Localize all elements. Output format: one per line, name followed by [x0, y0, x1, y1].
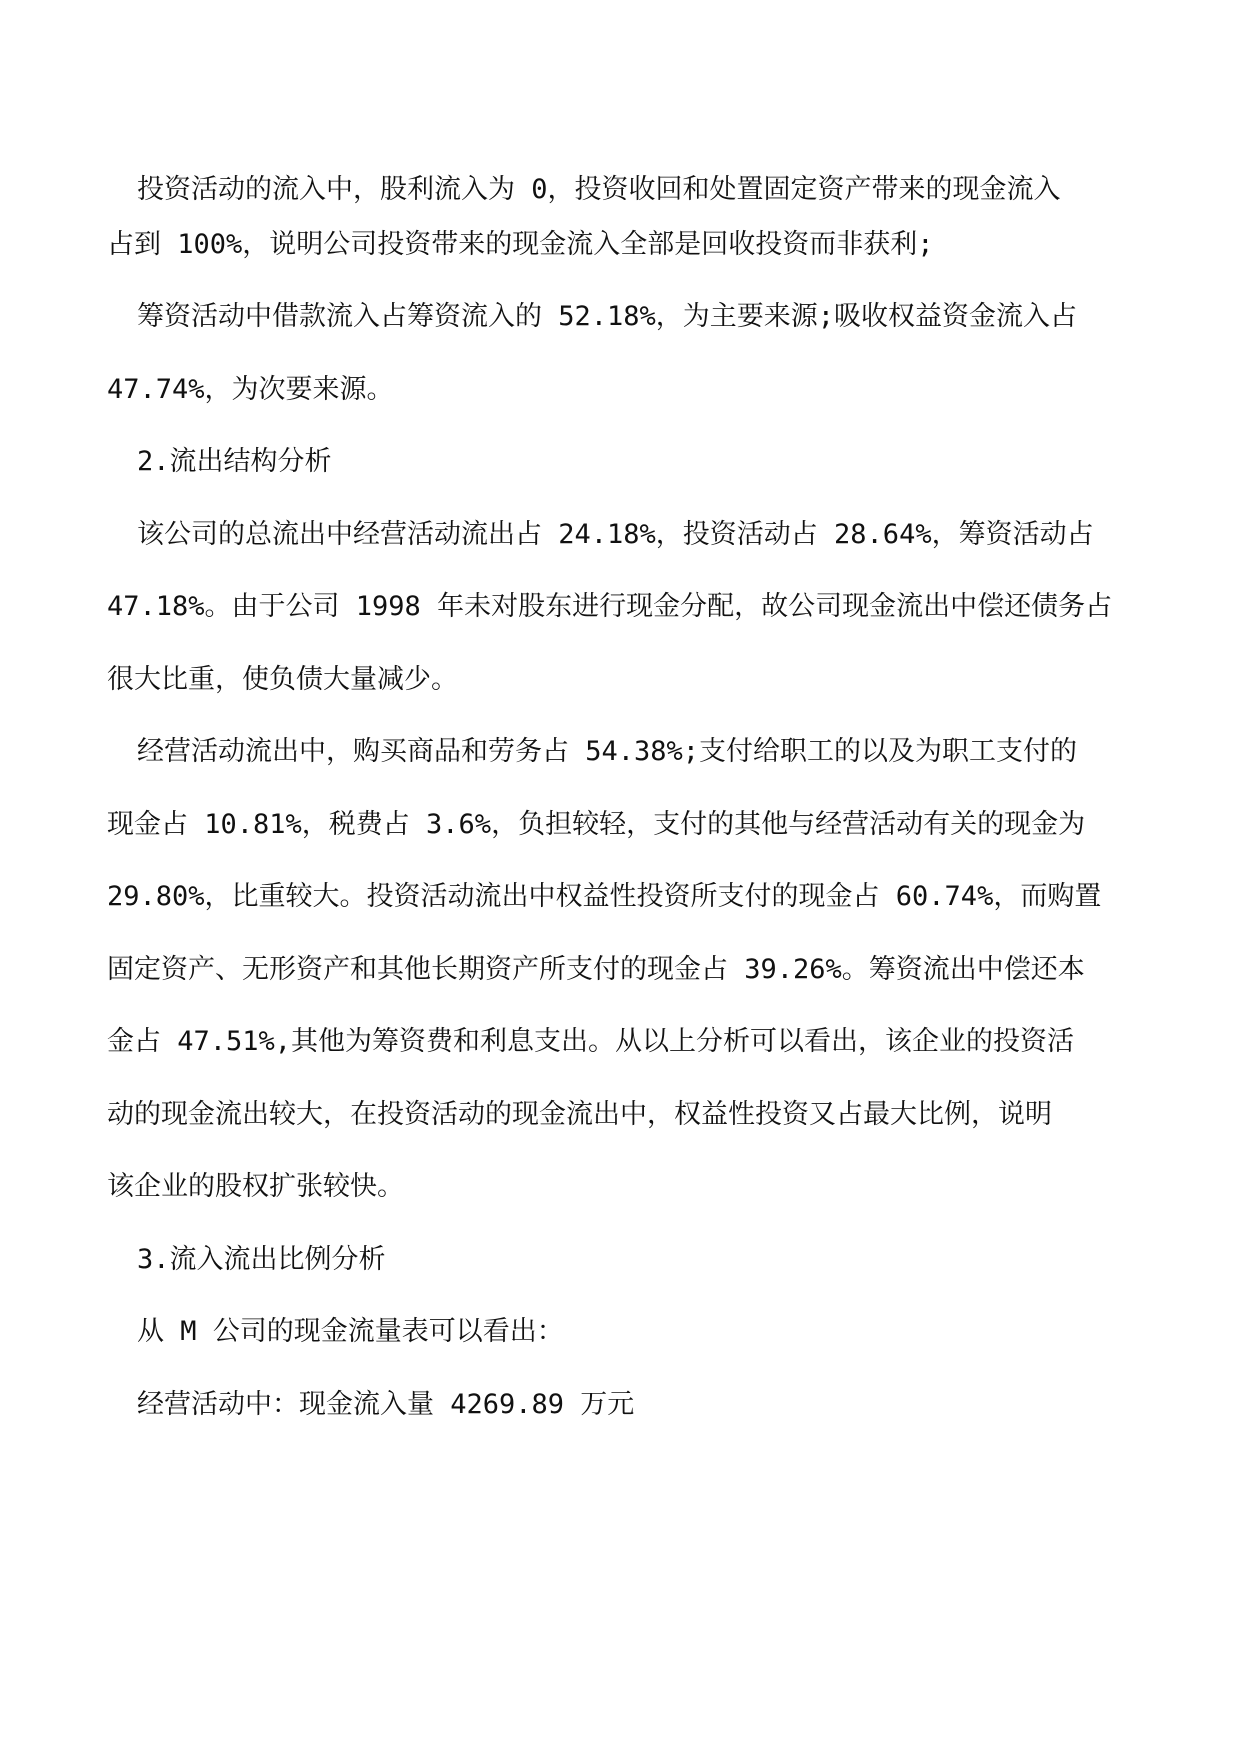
paragraph-line: 经营活动流出中，购买商品和劳务占 54.38%;支付给职工的以及为职工支付的	[137, 736, 1078, 767]
paragraph-line: 从 M 公司的现金流量表可以看出：	[137, 1316, 564, 1347]
section-heading: 3.流入流出比例分析	[137, 1244, 386, 1275]
paragraph-line: 该企业的股权扩张较快。	[107, 1171, 404, 1202]
paragraph-line: 经营活动中：现金流入量 4269.89 万元	[137, 1389, 635, 1420]
paragraph-line: 筹资活动中借款流入占筹资流入的 52.18%，为主要来源;吸收权益资金流入占	[137, 301, 1078, 332]
paragraph-line: 47.18%。由于公司 1998 年未对股东进行现金分配，故公司现金流出中偿还债务占	[107, 591, 1113, 622]
paragraph-line: 该公司的总流出中经营活动流出占 24.18%，投资活动占 28.64%，筹资活动占	[137, 519, 1094, 550]
section-heading: 2.流出结构分析	[137, 446, 332, 477]
paragraph-line: 很大比重，使负债大量减少。	[107, 664, 458, 695]
paragraph-line: 29.80%，比重较大。投资活动流出中权益性投资所支付的现金占 60.74%，而购置	[107, 881, 1102, 912]
paragraph-line: 动的现金流出较大，在投资活动的现金流出中，权益性投资又占最大比例，说明	[107, 1099, 1052, 1130]
paragraph-line: 固定资产、无形资产和其他长期资产所支付的现金占 39.26%。筹资流出中偿还本	[107, 954, 1085, 985]
paragraph-line: 投资活动的流入中，股利流入为 0，投资收回和处置固定资产带来的现金流入	[137, 174, 1061, 205]
paragraph-line: 金占 47.51%,其他为筹资费和利息支出。从以上分析可以看出，该企业的投资活	[107, 1026, 1075, 1057]
paragraph-line: 占到 100%，说明公司投资带来的现金流入全部是回收投资而非获利;	[107, 229, 934, 260]
paragraph-line: 47.74%，为次要来源。	[107, 374, 394, 405]
paragraph-line: 现金占 10.81%，税费占 3.6%，负担较轻，支付的其他与经营活动有关的现金为	[107, 809, 1086, 840]
